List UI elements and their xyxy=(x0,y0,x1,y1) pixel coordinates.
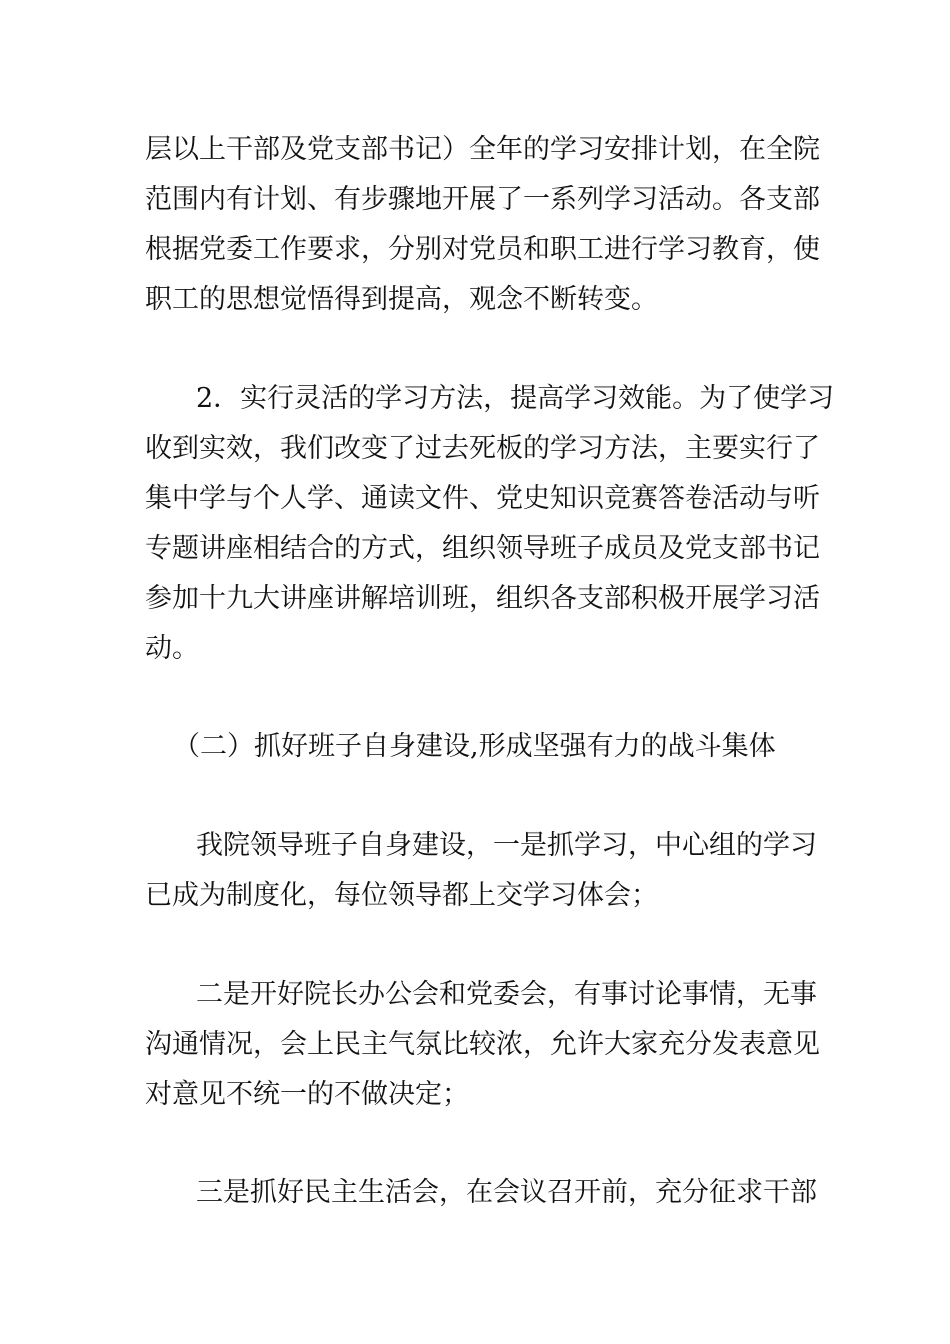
paragraph-line: 对意见不统一的不做决定； xyxy=(145,1079,469,1110)
paragraph-line: 集中学与个人学、通读文件、党史知识竞赛答卷活动与听 xyxy=(145,483,820,514)
paragraph-line: 职工的思想觉悟得到提高，观念不断转变。 xyxy=(145,284,658,315)
paragraph-line: 收到实效，我们改变了过去死板的学习方法，主要实行了 xyxy=(145,433,820,464)
paragraph-line: 参加十九大讲座讲解培训班，组织各支部积极开展学习活 xyxy=(145,583,820,614)
paragraph-line: 根据党委工作要求，分别对党员和职工进行学习教育，使 xyxy=(145,234,820,265)
paragraph-line: 沟通情况，会上民主气氛比较浓，允许大家充分发表意见 xyxy=(145,1029,820,1060)
paragraph-line: 我院领导班子自身建设，一是抓学习，中心组的学习 xyxy=(196,830,817,861)
paragraph-line: 动。 xyxy=(145,633,199,664)
paragraph-line: 层以上干部及党支部书记）全年的学习安排计划，在全院 xyxy=(145,134,820,165)
paragraph-line: 专题讲座相结合的方式，组织领导班子成员及党支部书记 xyxy=(145,533,820,564)
paragraph-line: 二是开好院长办公会和党委会，有事讨论事情，无事 xyxy=(196,979,817,1010)
paragraph-line: 2．实行灵活的学习方法，提高学习效能。为了使学习 xyxy=(196,383,835,414)
paragraph-line: 三是抓好民主生活会，在会议召开前，充分征求干部 xyxy=(196,1177,817,1208)
section-heading: （二）抓好班子自身建设,形成坚强有力的战斗集体 xyxy=(173,731,776,762)
paragraph-line: 范围内有计划、有步骤地开展了一系列学习活动。各支部 xyxy=(145,184,820,215)
paragraph-line: 已成为制度化，每位领导都上交学习体会； xyxy=(145,880,658,911)
